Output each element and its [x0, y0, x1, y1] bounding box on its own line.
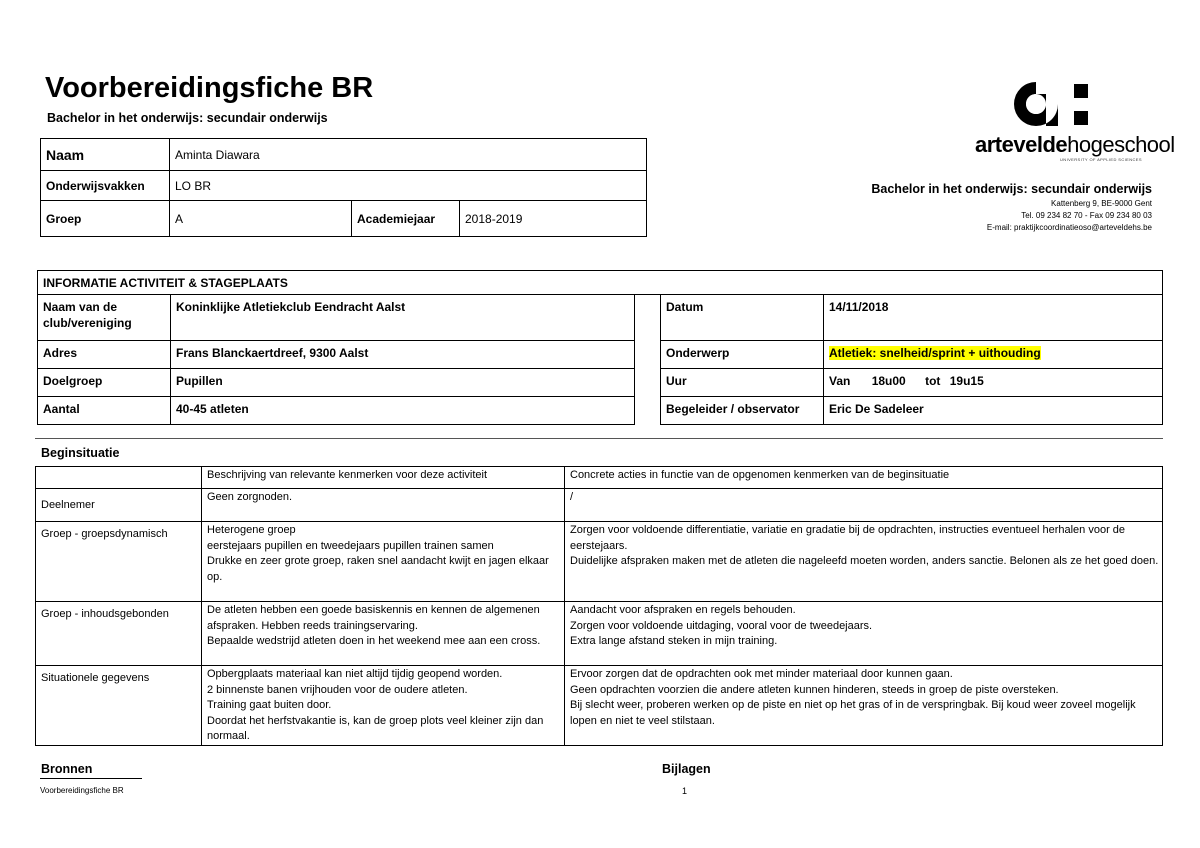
aantal-value: 40-45 atleten — [171, 397, 635, 425]
vakken-label: Onderwijsvakken — [41, 171, 170, 201]
adres-value: Frans Blanckaertdreef, 9300 Aalst — [171, 341, 635, 369]
logo-tagline: UNIVERSITY OF APPLIED SCIENCES — [1060, 157, 1142, 162]
naam-label: Naam — [41, 139, 170, 171]
table-row — [36, 666, 1163, 746]
table-row — [36, 602, 1163, 666]
school-logo — [1014, 80, 1094, 130]
naam-value: Aminta Diawara — [170, 139, 647, 171]
col-header-acts: Concrete acties in functie van de opgenomen kenmerken van de beginsituatie — [565, 467, 1163, 489]
footer-doc-name: Voorbereidingsfiche BR — [40, 786, 124, 795]
row-label: Groep - groepsdynamisch — [36, 522, 202, 602]
beginsituatie-heading: Beginsituatie — [41, 446, 120, 460]
adres-label: Adres — [38, 341, 171, 369]
onderwerp-label: Onderwerp — [661, 341, 824, 369]
groep-label: Groep — [41, 201, 170, 237]
row-acts: / — [565, 489, 1163, 522]
doelgroep-label: Doelgroep — [38, 369, 171, 397]
doelgroep-value: Pupillen — [171, 369, 635, 397]
info-heading: INFORMATIE ACTIVITEIT & STAGEPLAATS — [38, 271, 1163, 295]
vakken-value: LO BR — [170, 171, 647, 201]
school-program: Bachelor in het onderwijs: secundair onderwijs — [871, 182, 1152, 196]
row-label: Deelnemer — [36, 489, 202, 522]
row-desc: Heterogene groep eerstejaars pupillen en tweedejaars pupillen trainen samen Drukke en zeer grote groep, raken snel aandacht kwijt en jagen elkaar op. — [202, 522, 565, 602]
row-acts: Ervoor zorgen dat de opdrachten ook met minder materiaal door kunnen gaan. Geen opdrachten voorzien die andere atleten kunnen hinderen, steeds in groep de piste oversteken. Bij slecht weer, proberen werken op de piste en niet op het gras of in de verspringbak. Bij koud weer zoveel mogelijk lopen en niet te veel stilstaan. — [565, 666, 1163, 746]
jaar-value: 2018-2019 — [460, 201, 647, 237]
school-address: Kattenberg 9, BE-9000 Gent — [1051, 199, 1152, 208]
jaar-label: Academiejaar — [352, 201, 460, 237]
logo-wordmark: arteveldehogeschool — [975, 132, 1175, 157]
bronnen-heading: Bronnen — [41, 762, 93, 776]
page-title: Voorbereidingsfiche BR — [45, 72, 374, 104]
school-phone: Tel. 09 234 82 70 - Fax 09 234 80 03 — [1021, 211, 1152, 220]
corner-cell — [36, 467, 202, 489]
bijlagen-heading: Bijlagen — [662, 762, 711, 776]
row-label: Situationele gegevens — [36, 666, 202, 746]
uur-label: Uur — [661, 369, 824, 397]
table-row — [36, 489, 1163, 522]
datum-value: 14/11/2018 — [824, 295, 1163, 341]
spacer-cell — [635, 341, 661, 369]
begeleider-label: Begeleider / observator — [661, 397, 824, 425]
spacer-cell — [635, 369, 661, 397]
aantal-label: Aantal — [38, 397, 171, 425]
section-divider — [35, 438, 1163, 439]
onderwerp-value: Atletiek: snelheid/sprint + uithouding — [824, 341, 1163, 369]
spacer-cell — [635, 397, 661, 425]
bronnen-underline — [40, 778, 142, 779]
row-acts: Aandacht voor afspraken en regels behouden. Zorgen voor voldoende uitdaging, vooral voor de tweedejaars. Extra lange afstand steken in mijn training. — [565, 602, 1163, 666]
page-number: 1 — [682, 786, 688, 796]
groep-value: A — [170, 201, 352, 237]
student-info-table — [40, 138, 647, 237]
begeleider-value: Eric De Sadeleer — [824, 397, 1163, 425]
club-label: Naam van de club/vereniging — [38, 295, 171, 341]
uur-value: Van 18u00 tot 19u15 — [824, 369, 1163, 397]
row-desc: De atleten hebben een goede basiskennis en kennen de algemenen afspraken. Hebben reeds trainingservaring. Bepaalde wedstrijd atleten doen in het weekend mee aan een cross. — [202, 602, 565, 666]
activity-info-table — [37, 270, 1163, 425]
logo-mark-icon — [1014, 80, 1094, 130]
school-email: E-mail: praktijkcoordinatieoso@arteveldehs.be — [986, 223, 1152, 232]
row-desc: Opbergplaats materiaal kan niet altijd tijdig geopend worden. 2 binnenste banen vrijhouden voor de oudere atleten. Training gaat buiten door. Doordat het herfstvakantie is, kan de groep plots veel kleiner zijn dan normaal. — [202, 666, 565, 746]
row-desc: Geen zorgnoden. — [202, 489, 565, 522]
page-subtitle: Bachelor in het onderwijs: secundair onderwijs — [47, 111, 328, 125]
spacer-cell — [635, 295, 661, 341]
row-acts: Zorgen voor voldoende differentiatie, variatie en gradatie bij de opdrachten, instructies eventueel herhalen voor de eerstejaars. Duidelijke afspraken maken met de atleten die nageleefd moeten worden, anders sanctie. Belonen als ze het goed doen. — [565, 522, 1163, 602]
row-label: Groep - inhoudsgebonden — [36, 602, 202, 666]
datum-label: Datum — [661, 295, 824, 341]
table-row — [36, 522, 1163, 602]
beginsituatie-table — [35, 466, 1163, 746]
club-value: Koninklijke Atletiekclub Eendracht Aalst — [171, 295, 635, 341]
col-header-desc: Beschrijving van relevante kenmerken voor deze activiteit — [202, 467, 565, 489]
